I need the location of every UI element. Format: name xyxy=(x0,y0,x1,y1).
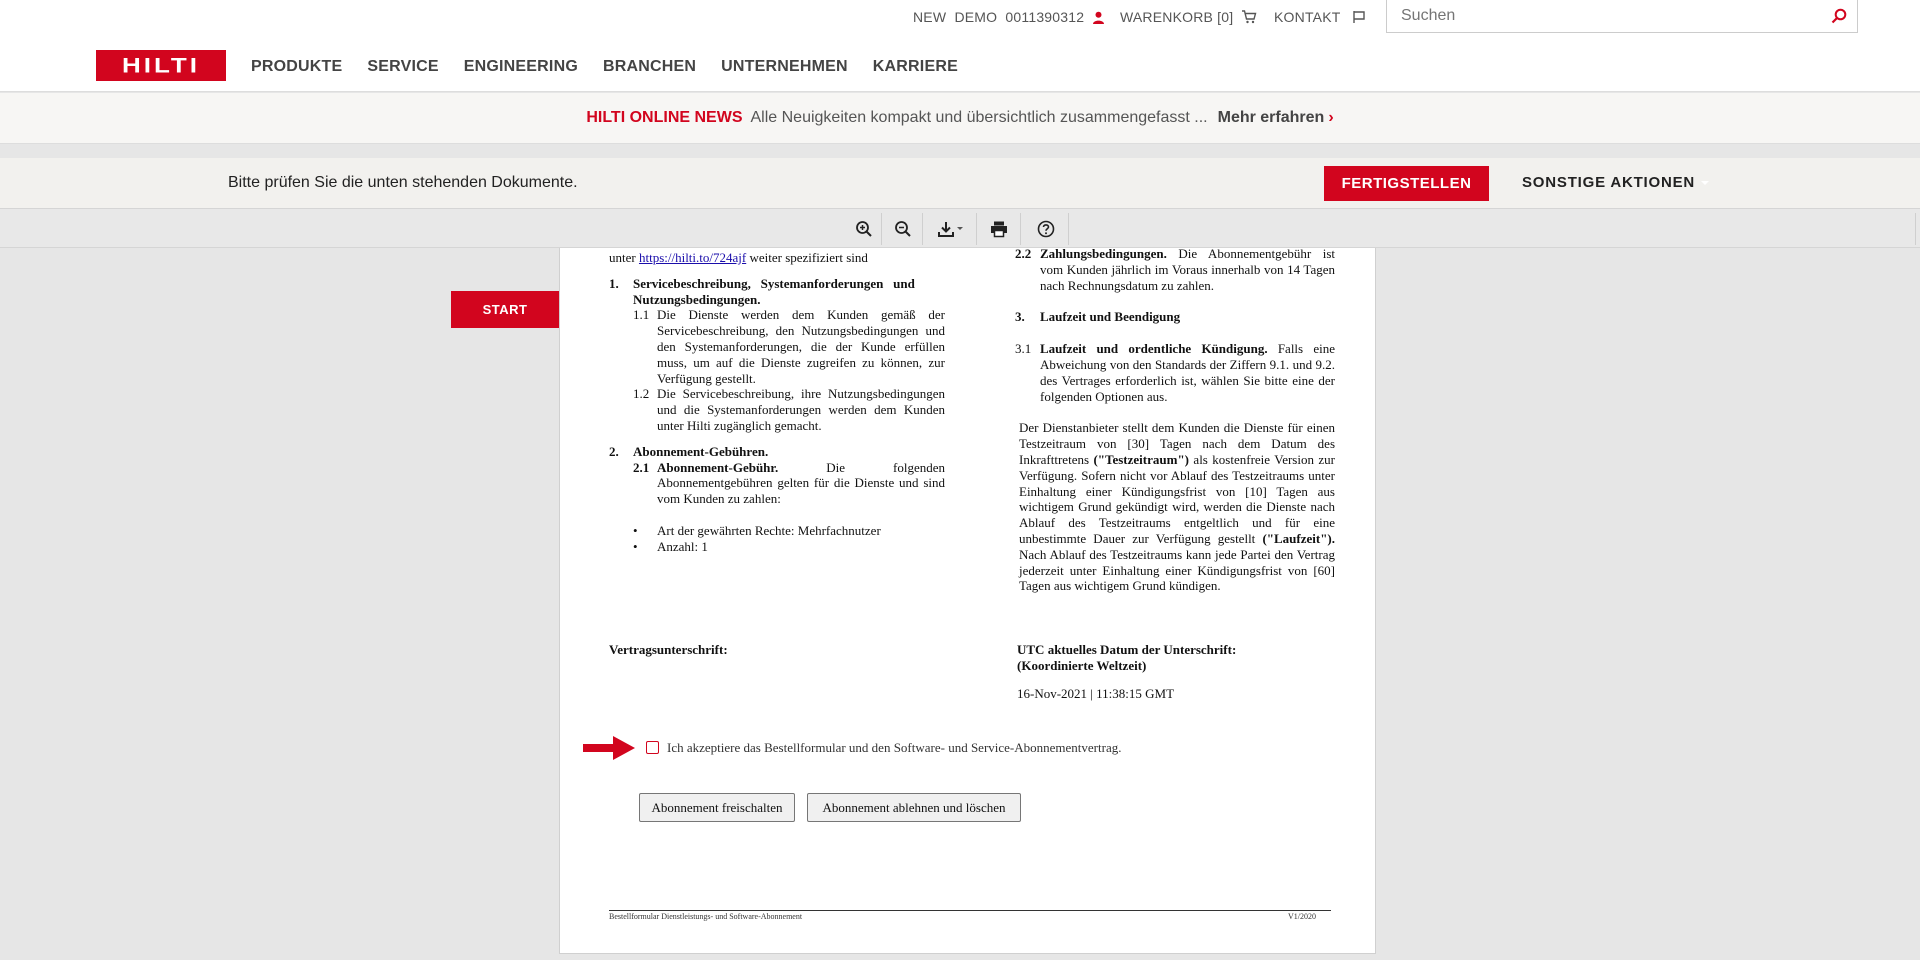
finish-button[interactable]: FERTIGSTELLEN xyxy=(1324,166,1489,201)
clause-1-2 xyxy=(633,386,945,433)
clause-heading: Abonnement-Gebühr. xyxy=(657,459,779,475)
footer-divider xyxy=(609,910,1331,911)
logo-text: HILTI xyxy=(121,53,201,78)
news-text: Alle Neuigkeiten kompakt und übersichtlich zusammengefasst ... xyxy=(750,109,1208,126)
section-number: 3. xyxy=(1015,309,1025,325)
section-1 xyxy=(609,276,945,434)
decline-subscription-button[interactable]: Abonnement ablehnen und löschen xyxy=(807,793,1021,822)
main-navigation xyxy=(251,58,983,76)
intro-prefix: unter xyxy=(609,250,639,265)
toolbar-divider xyxy=(1068,213,1069,245)
clause-text: Die Servicebeschreibung, ihre Nutzungsbedingungen und die Systemanforderungen werden dem Kunden unter Hilti zugänglich gemacht. xyxy=(657,386,945,433)
flag-icon xyxy=(1352,10,1366,24)
toolbar-divider xyxy=(881,213,882,245)
paragraph-text: als kostenfreie Version zur Verfügung. Sofern nicht vor Ablauf des Testzeitraums unter Einhaltung einer Kündigungsfrist von [10] Tagen aus wichtigem Grund gekündigt wird, werden die Dienste nach Ablauf des Testzeitraums entgeltlich und für eine unbestimmte Dauer zur Verfügung gestellt xyxy=(1019,451,1335,546)
activate-subscription-button[interactable]: Abonnement freischalten xyxy=(639,793,795,822)
user-icon xyxy=(1092,11,1105,24)
section-title: Servicebeschreibung, Systemanforderungen und xyxy=(633,275,915,291)
section-3 xyxy=(1015,309,1335,325)
document-action-bar xyxy=(0,158,1920,208)
clause-heading: Zahlungsbedingungen. xyxy=(1040,246,1167,261)
section-title: Abonnement-Gebühren. xyxy=(633,443,769,459)
search-box xyxy=(1386,0,1858,33)
bullet-text: Anzahl: 1 xyxy=(657,538,708,554)
clause-text: Die Dienste werden dem Kunden gemäß der Servicebeschreibung, den Nutzungsbedingungen und den Systemanforderungen, die der Kunde erfüllen muss, um auf die Dienste zugreifen zu können, zur Verfügung gestellt. xyxy=(657,307,945,386)
toolbar-divider xyxy=(1915,213,1916,245)
arrow-right-icon xyxy=(581,734,637,767)
account-link[interactable] xyxy=(913,0,1105,34)
nav-service[interactable]: SERVICE xyxy=(367,58,439,75)
bullet-text: Art der gewährten Rechte: Mehrfachnutzer xyxy=(657,522,881,538)
utc-block xyxy=(1017,642,1236,701)
site-header xyxy=(0,0,1920,92)
clause-heading: Laufzeit und ordentliche Kündigung. xyxy=(1040,341,1268,357)
cart-icon xyxy=(1241,10,1257,24)
print-icon[interactable] xyxy=(987,217,1011,241)
contact-label: KONTAKT xyxy=(1274,9,1341,25)
contact-link[interactable] xyxy=(1274,0,1366,34)
start-button[interactable]: START xyxy=(451,291,559,328)
bullet-icon: • xyxy=(633,538,638,554)
clause-3-1 xyxy=(1015,341,1335,404)
footer-version: V1/2020 xyxy=(1288,912,1316,921)
news-title: HILTI ONLINE NEWS xyxy=(586,109,743,126)
search-icon[interactable] xyxy=(1831,8,1847,29)
paragraph-term: ("Laufzeit"). xyxy=(1262,530,1335,546)
clause-number: 1.1 xyxy=(633,307,650,323)
list-item xyxy=(633,539,945,555)
document-right-column xyxy=(1015,246,1335,701)
help-icon[interactable] xyxy=(1034,217,1058,241)
zoom-out-icon[interactable] xyxy=(891,217,915,241)
terms-link[interactable]: https://hilti.to/724ajf xyxy=(638,250,747,265)
review-message: Bitte prüfen Sie die unten stehenden Dokumente. xyxy=(228,174,578,191)
accept-checkbox[interactable] xyxy=(646,741,659,754)
paragraph-term: ("Testzeitraum") xyxy=(1093,451,1189,467)
document-page xyxy=(559,248,1376,954)
news-banner xyxy=(0,93,1920,144)
toolbar-divider xyxy=(976,213,977,245)
list-item xyxy=(633,523,945,539)
other-actions-menu[interactable] xyxy=(1522,174,1709,191)
clause-body xyxy=(657,460,945,507)
accept-label: Ich akzeptiere das Bestellformular und den Software- und Service-Abonnementvertrag. xyxy=(667,740,1122,755)
utc-label: UTC aktuelles Datum der Unterschrift: xyxy=(1017,642,1237,657)
intro-line xyxy=(609,250,945,266)
bullet-icon: • xyxy=(633,522,638,538)
paragraph-text: Der Dienstanbieter stellt dem Kunden die Dienste für einen Testzeitraum von [30] Tagen nach dem Datum des Inkrafttretens xyxy=(1019,420,1335,467)
intro-suffix: weiter spezifiziert sind xyxy=(746,250,868,265)
other-actions-label: SONSTIGE AKTIONEN xyxy=(1522,174,1696,191)
bullet-list xyxy=(633,523,945,555)
clause-text: Die Abonnementgebühr ist vom Kunden jährlich im Voraus innerhalb von 14 Tagen nach Rechnungsdatum zu zahlen. xyxy=(1040,246,1335,293)
toolbar-divider xyxy=(922,213,923,245)
hilti-logo[interactable] xyxy=(96,50,226,81)
paragraph-text: Nach Ablauf des Testzeitraums kann jede Partei den Vertrag jederzeit unter Einhaltung einer Kündigungsfrist von [60] Tagen aus wichtigem Grund kündigen. xyxy=(1019,546,1335,594)
nav-branchen[interactable]: BRANCHEN xyxy=(602,58,697,75)
clause-number: 3.1 xyxy=(1015,341,1032,357)
nav-engineering[interactable]: ENGINEERING xyxy=(463,58,578,75)
clause-text: Falls eine Abweichung von den Standards der Ziffern 9.1. und 9.2. des Vertrages erforderlich ist, wählen Sie bitte eine der folgenden Optionen aus. xyxy=(1040,341,1335,404)
trial-paragraph xyxy=(1015,420,1335,594)
clause-number: 2.2 xyxy=(1015,246,1032,261)
utc-sublabel: (Koordinierte Weltzeit) xyxy=(1017,657,1147,673)
pdf-toolbar xyxy=(0,208,1920,248)
clause-body xyxy=(1040,341,1335,404)
toolbar-divider xyxy=(1020,213,1021,245)
nav-produkte[interactable]: PRODUKTE xyxy=(251,58,343,75)
clause-number: 2.1 xyxy=(633,459,650,475)
clause-body xyxy=(1040,246,1335,293)
section-2 xyxy=(609,444,945,555)
document-left-column xyxy=(609,250,945,657)
clause-2-2 xyxy=(1015,246,1335,293)
clause-text: Die folgenden Abonnementgebühren gelten für die Dienste und sind vom Kunden zu zahlen: xyxy=(657,459,945,507)
account-label: NEW DEMO 0011390312 xyxy=(913,9,1085,25)
section-number: 1. xyxy=(609,275,619,291)
caret-down-icon xyxy=(1701,181,1709,185)
clause-number: 1.2 xyxy=(633,386,650,402)
signature-label: Vertragsunterschrift: xyxy=(609,642,728,657)
chevron-right-icon: › xyxy=(1328,109,1334,126)
clause-1-1 xyxy=(633,307,945,386)
section-title-cont: Nutzungsbedingungen. xyxy=(633,291,761,307)
cart-link[interactable] xyxy=(1120,0,1257,34)
section-title: Laufzeit und Beendigung xyxy=(1040,309,1181,325)
search-input[interactable] xyxy=(1401,7,1843,25)
cart-label: WARENKORB [0] xyxy=(1120,9,1234,25)
utc-value: 16-Nov-2021 | 11:38:15 GMT xyxy=(1017,685,1175,701)
clause-2-1 xyxy=(633,460,945,507)
news-more-link[interactable]: Mehr erfahren xyxy=(1217,109,1325,126)
section-number: 2. xyxy=(609,443,619,459)
zoom-in-icon[interactable] xyxy=(852,217,876,241)
nav-karriere[interactable]: KARRIERE xyxy=(872,58,958,75)
nav-unternehmen[interactable]: UNTERNEHMEN xyxy=(721,58,848,75)
download-icon[interactable] xyxy=(935,217,969,241)
footer-title: Bestellformular Dienstleistungs- und Software-Abonnement xyxy=(609,912,803,921)
